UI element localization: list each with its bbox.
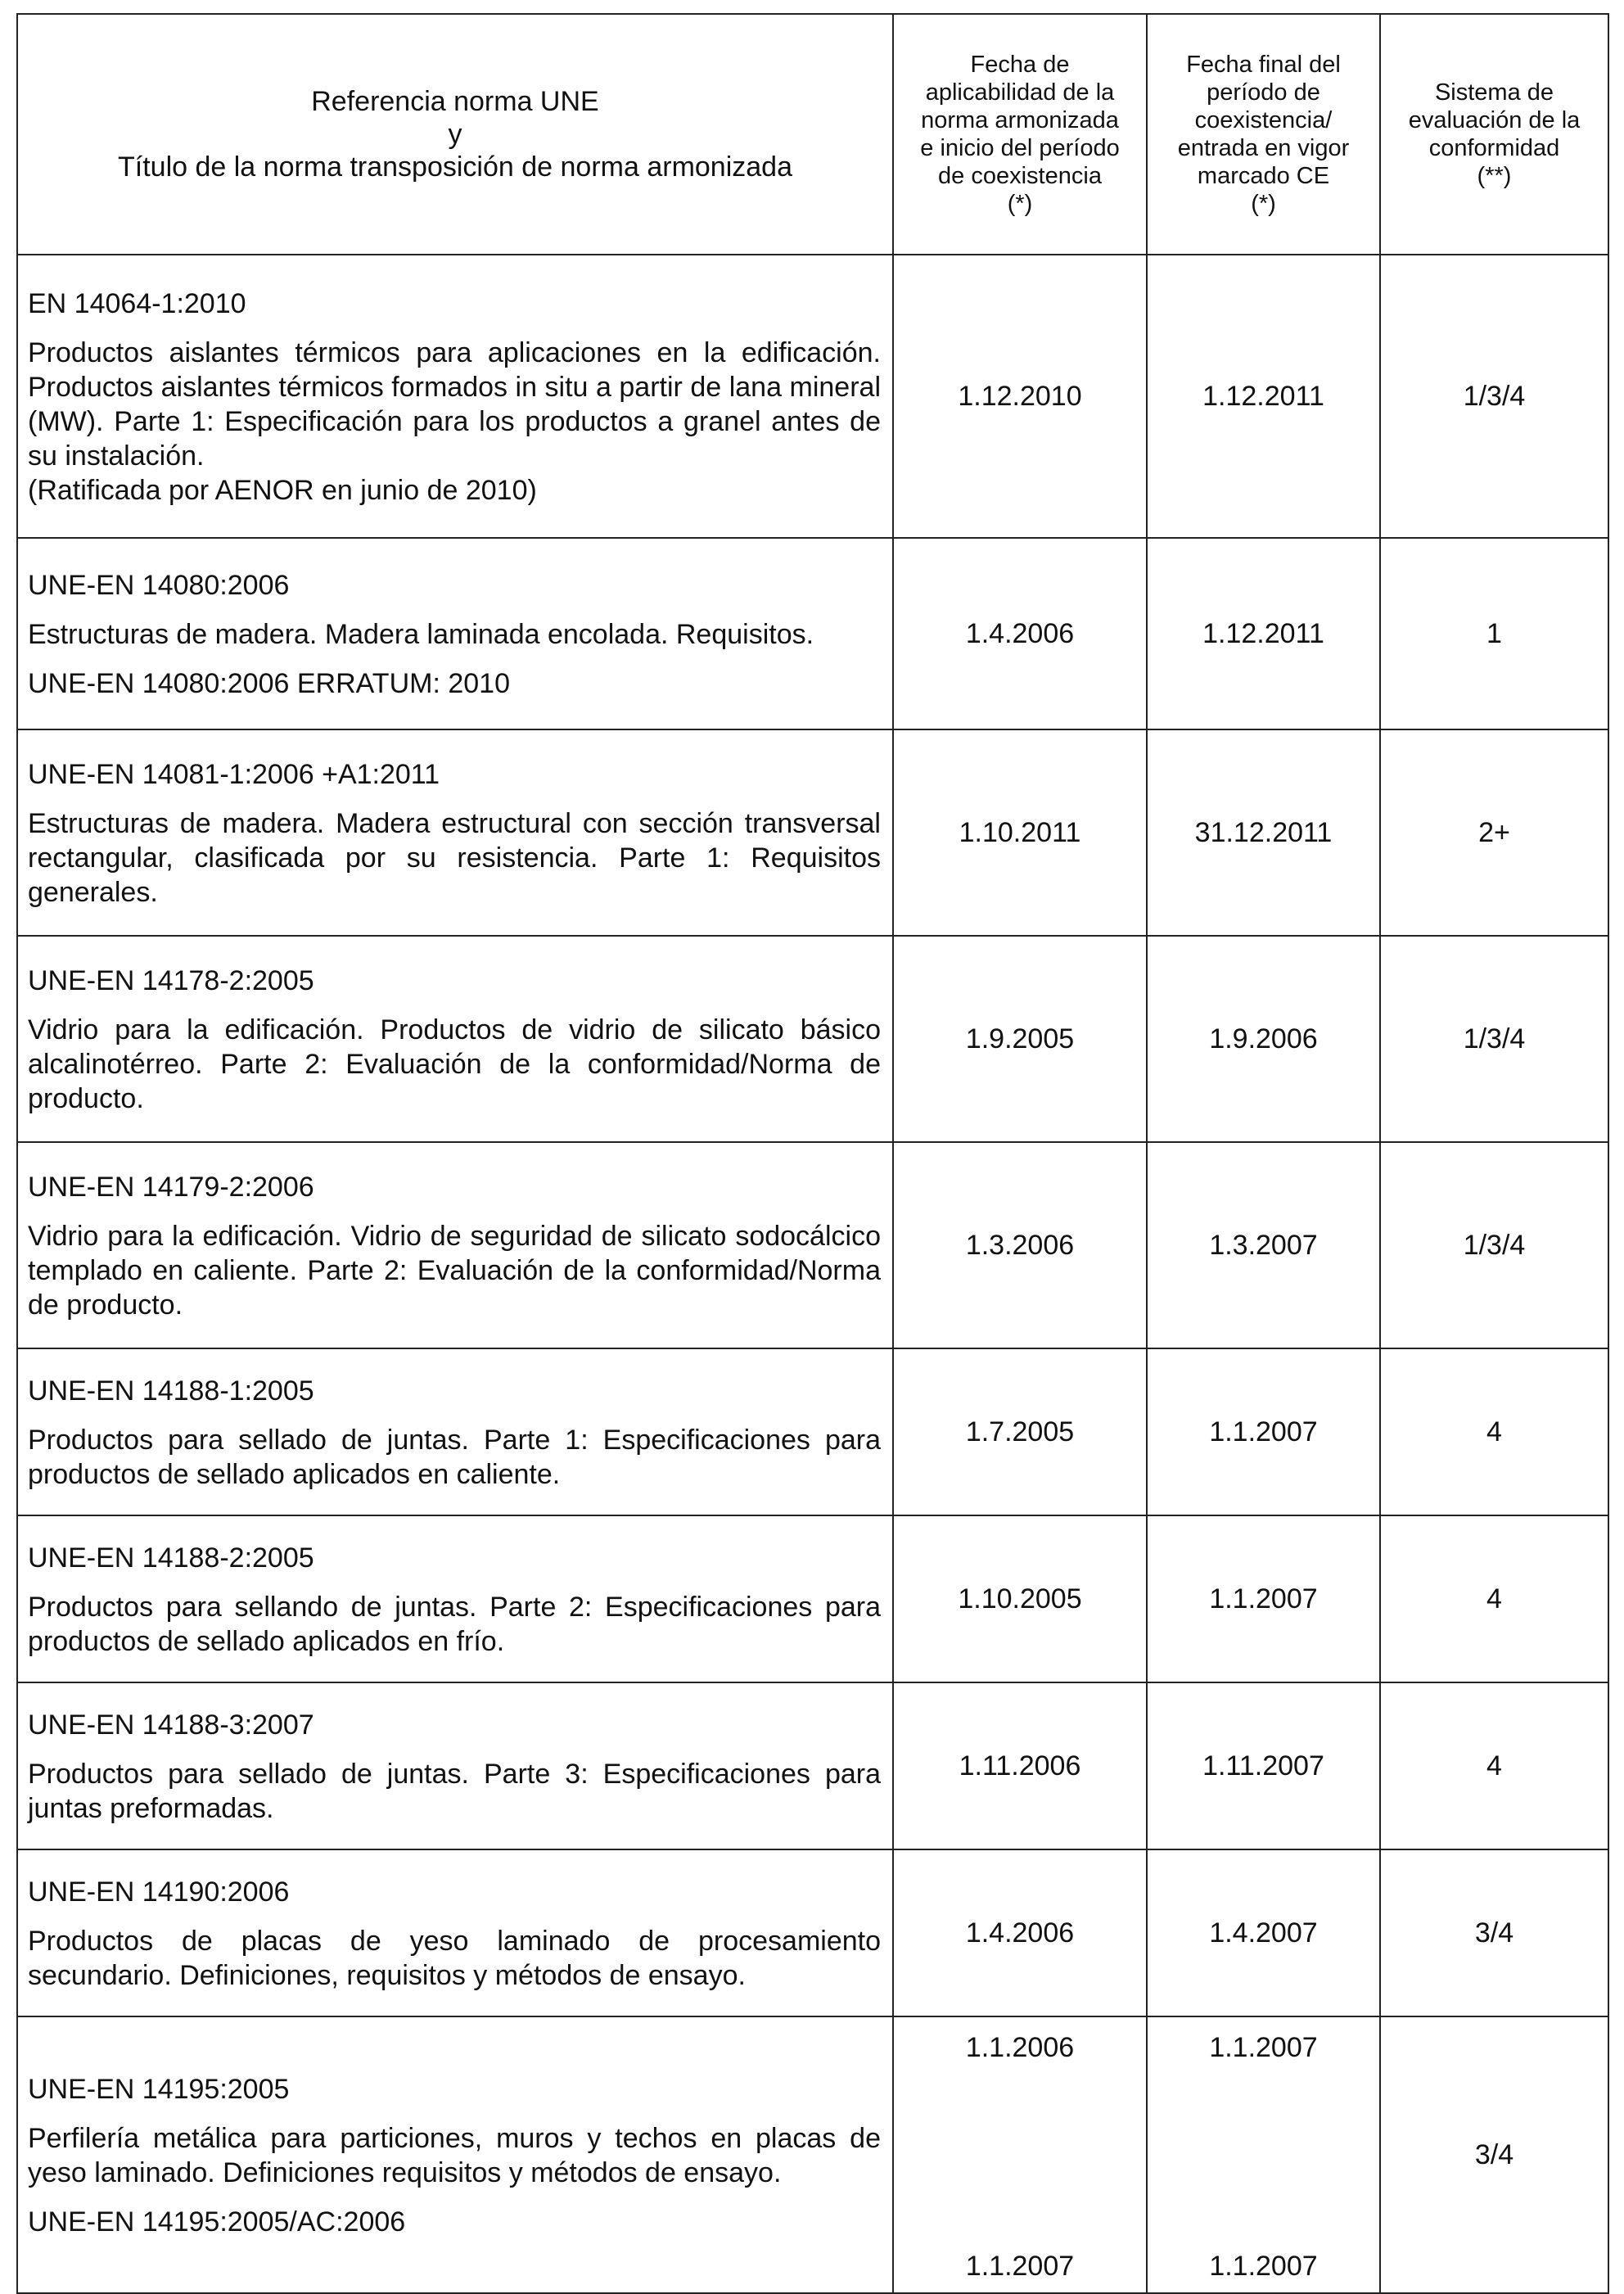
standard-reference: UNE-EN 14195:2005 [28, 2074, 290, 2105]
standard-reference: UNE-EN 14190:2006 [28, 1876, 290, 1908]
standard-reference: UNE-EN 14178-2:2005 [28, 965, 314, 996]
header-applicability-date: Fecha de aplicabilidad de la norma armonizada e inicio del período de coexistencia (*) [893, 14, 1147, 255]
standard-description [17, 1849, 893, 2016]
standard-reference: UNE-EN 14188-1:2005 [28, 1375, 314, 1407]
applicability-date: 1.1.2006 [965, 2032, 1075, 2063]
table-row [17, 1142, 1608, 1348]
standard-description [17, 936, 893, 1142]
standard-reference: UNE-EN 14179-2:2006 [28, 1172, 314, 1203]
conformity-system: 4 [1380, 1348, 1608, 1515]
standard-description [17, 729, 893, 936]
applicability-date: 1.9.2005 [893, 936, 1147, 1142]
applicability-date: 1.12.2010 [893, 255, 1147, 538]
standard-description [17, 255, 893, 538]
applicability-date: 1.4.2006 [893, 1849, 1147, 2016]
applicability-date: 1.11.2006 [893, 1682, 1147, 1849]
standard-erratum-reference: UNE-EN 14080:2006 ERRATUM: 2010 [28, 668, 510, 699]
coexistence-end-date: 1.12.2011 [1147, 538, 1380, 729]
coexistence-end-date: 1.9.2006 [1147, 936, 1380, 1142]
standard-description [17, 538, 893, 729]
applicability-date: 1.7.2005 [893, 1348, 1147, 1515]
standard-title: Estructuras de madera. Madera laminada encolada. Requisitos. [28, 619, 814, 650]
table-row [17, 2016, 1608, 2293]
applicability-date: 1.10.2011 [893, 729, 1147, 936]
coexistence-end-date: 1.11.2007 [1147, 1682, 1380, 1849]
standard-title: Vidrio para la edificación. Productos de vidrio de silicato básico alcalinotérreo. Parte 2: Evaluación de la conformidad/Norma de producto. [28, 1014, 881, 1114]
table-row [17, 729, 1608, 936]
standard-corrigendum-reference: UNE-EN 14195:2005/AC:2006 [28, 2206, 406, 2238]
coexistence-end-date: 1.3.2007 [1147, 1142, 1380, 1348]
coexistence-end-date: 1.1.2007 [1147, 1348, 1380, 1515]
conformity-system: 1/3/4 [1380, 1142, 1608, 1348]
standard-title: Productos de placas de yeso laminado de procesamiento secundario. Definiciones, requisitos y métodos de ensayo. [28, 1926, 881, 1991]
table-row [17, 1515, 1608, 1682]
standard-description [17, 1682, 893, 1849]
header-coexistence-end-date: Fecha final del período de coexistencia/ entrada en vigor marcado CE (*) [1147, 14, 1380, 255]
applicability-date-corrigendum: 1.1.2007 [965, 2251, 1075, 2282]
conformity-system: 2+ [1380, 729, 1608, 936]
applicability-dates [893, 2016, 1147, 2293]
standard-reference: UNE-EN 14188-2:2005 [28, 1542, 314, 1574]
conformity-system: 3/4 [1380, 2016, 1608, 2293]
conformity-system: 1/3/4 [1380, 255, 1608, 538]
standard-title: Productos para sellado de juntas. Parte 3: Especificaciones para juntas preformadas. [28, 1759, 881, 1824]
standard-reference: UNE-EN 14081-1:2006 +A1:2011 [28, 759, 440, 790]
header-conformity-system: Sistema de evaluación de la conformidad (**) [1380, 14, 1608, 255]
standard-description [17, 2016, 893, 2293]
applicability-date: 1.3.2006 [893, 1142, 1147, 1348]
conformity-system: 1/3/4 [1380, 936, 1608, 1142]
standards-table [16, 13, 1609, 2294]
standard-description [17, 1515, 893, 1682]
conformity-system: 4 [1380, 1515, 1608, 1682]
coexistence-end-date: 31.12.2011 [1147, 729, 1380, 936]
standard-note: (Ratificada por AENOR en junio de 2010) [28, 475, 537, 506]
standard-title: Productos aislantes térmicos para aplicaciones en la edificación. Productos aislantes térmicos formados in situ a partir de lana mineral (MW). Parte 1: Especificación para los productos a granel antes de su instalación. [28, 337, 881, 472]
standard-title: Productos para sellando de juntas. Parte 2: Especificaciones para productos de sellado aplicados en frío. [28, 1592, 881, 1657]
coexistence-end-date: 1.12.2011 [1147, 255, 1380, 538]
table-row [17, 538, 1608, 729]
coexistence-end-date: 1.1.2007 [1147, 1515, 1380, 1682]
header-reference: Referencia norma UNE y Título de la norma transposición de norma armonizada [17, 14, 893, 255]
table-row [17, 255, 1608, 538]
applicability-date: 1.4.2006 [893, 538, 1147, 729]
conformity-system: 3/4 [1380, 1849, 1608, 2016]
conformity-system: 1 [1380, 538, 1608, 729]
standard-reference: UNE-EN 14080:2006 [28, 570, 290, 601]
coexistence-end-date-corrigendum: 1.1.2007 [1209, 2251, 1318, 2282]
standard-description [17, 1142, 893, 1348]
standard-description [17, 1348, 893, 1515]
applicability-date: 1.10.2005 [893, 1515, 1147, 1682]
header-row [17, 14, 1608, 255]
conformity-system: 4 [1380, 1682, 1608, 1849]
table-row [17, 1682, 1608, 1849]
coexistence-end-date: 1.1.2007 [1209, 2032, 1318, 2063]
standard-reference: UNE-EN 14188-3:2007 [28, 1709, 314, 1741]
coexistence-end-date: 1.4.2007 [1147, 1849, 1380, 2016]
standard-title: Productos para sellado de juntas. Parte 1: Especificaciones para productos de sellado aplicados en caliente. [28, 1425, 881, 1490]
table-row [17, 936, 1608, 1142]
standard-title: Estructuras de madera. Madera estructural con sección transversal rectangular, clasificada por su resistencia. Parte 1: Requisitos generales. [28, 808, 881, 908]
standard-reference: EN 14064-1:2010 [28, 288, 246, 319]
table-row [17, 1849, 1608, 2016]
standard-title: Perfilería metálica para particiones, muros y techos en placas de yeso laminado. Definiciones requisitos y métodos de ensayo. [28, 2123, 881, 2188]
standard-title: Vidrio para la edificación. Vidrio de seguridad de silicato sodocálcico templado en caliente. Parte 2: Evaluación de la conformidad/Norma de producto. [28, 1221, 881, 1321]
coexistence-end-dates [1147, 2016, 1380, 2293]
table-row [17, 1348, 1608, 1515]
